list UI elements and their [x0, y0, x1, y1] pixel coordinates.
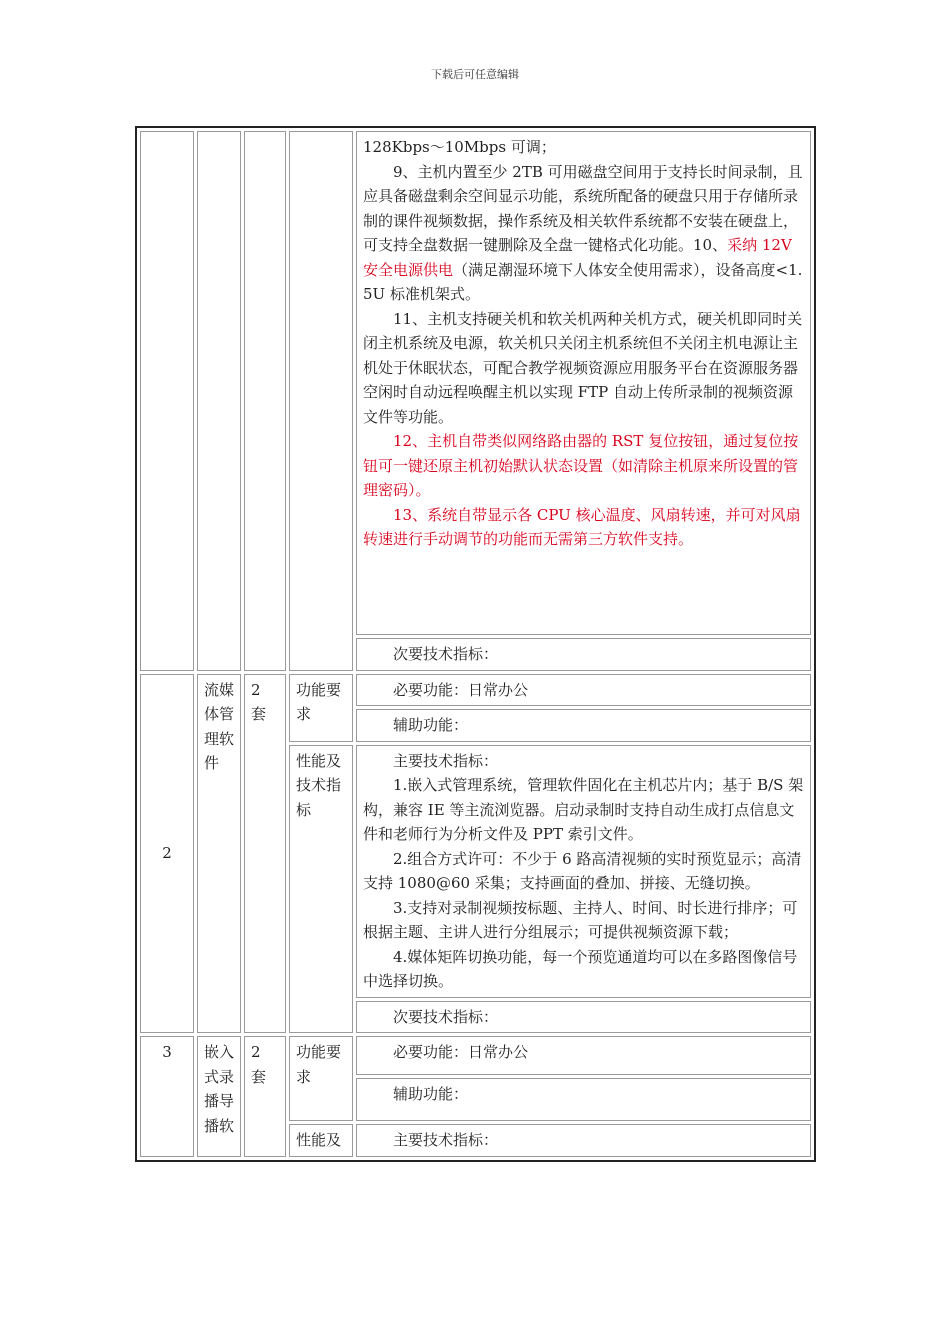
spec-paragraph-9: 9、主机内置至少 2TB 可用磁盘空间用于支持长时间录制，且应具备磁盘剩余空间显示功能，系统所配备的硬盘只用于存储所录制的课件视频数据，操作系统及相关软件系统都不安装在硬盘上，可支持全盘数据一键删除及全盘一键格式化功能。10、采纳 12V 安全电源供电（满足潮湿环境下人体安全使用需求），设备高度<1.5U 标准机架式。: [363, 162, 803, 303]
item-name-cell: 流媒体管理软件: [197, 674, 241, 1034]
function-requirement-label: 功能要求: [289, 1036, 353, 1121]
page-header: 下载后可任意编辑: [431, 68, 519, 81]
auxiliary-function-cell: 辅助功能：: [356, 709, 811, 742]
spec-paragraph-11: 11、主机支持硬关机和软关机两种关机方式，硬关机即同时关闭主机系统及电源，软关机只关闭主机系统但不关闭主机电源让主机处于休眠状态，可配合教学视频资源应用服务平台在资源服务器空闲时自动远程唤醒主机以实现 FTP 自动上传所录制的视频资源文件等功能。: [363, 309, 803, 426]
auxiliary-function-cell: 辅助功能：: [356, 1078, 811, 1121]
item-quantity-cell: 2 套: [244, 674, 286, 1034]
requirement-category-cell: [289, 131, 353, 671]
spec-item: 1.嵌入式管理系统，管理软件固化在主机芯片内；基于 B/S 架构，兼容 IE 等主流浏览器。启动录制时支持自动生成打点信息文件和老师行为分析文件及 PPT 索引文件。: [363, 776, 804, 843]
spec-item: 2.组合方式许可：不少于 6 路高清视频的实时预览显示；高清支持 1080@60 采集；支持画面的叠加、拼接、无缝切换。: [363, 849, 802, 892]
function-requirement-label: 功能要求: [289, 674, 353, 742]
item-number-cell: 2: [140, 674, 194, 1034]
spec-item: 3.支持对录制视频按标题、主持人、时间、时长进行排序；可根据主题、主讲人进行分组展示；可提供视频资源下载；: [363, 898, 798, 941]
main-spec-cell: 主要技术指标：: [356, 1124, 811, 1157]
spec-highlight: 采纳 12V 安全电源供电: [363, 236, 792, 279]
main-spec-cell: 主要技术指标： 1.嵌入式管理系统，管理软件固化在主机芯片内；基于 B/S 架构，兼容 IE 等主流浏览器。启动录制时支持自动生成打点信息文件和老师行为分析文件及 PPT 索引文件。 2.组合方式许可：不少于 6 路高清视频的实时预览显示；高清支持 1080@60 采集；支持画面的叠加、拼接、无缝切换。 3.支持对录制视频按标题、主持人、时间、时长进行排序；可根据主题、主讲人进行分组展示；可提供视频资源下载； 4.媒体矩阵切换功能，每一个预览通道均可以在多路图像信号中选择切换。: [356, 745, 811, 998]
main-spec-cell: [356, 131, 811, 635]
required-function-cell: 必要功能：日常办公: [356, 674, 811, 707]
spec-line: 128Kbps～10Mbps 可调；: [363, 138, 556, 156]
performance-label: 性能及: [289, 1124, 353, 1157]
secondary-spec-cell: 次要技术指标：: [356, 638, 811, 671]
required-function-cell: 必要功能：日常办公: [356, 1036, 811, 1075]
item-quantity-cell: [244, 131, 286, 671]
item-quantity-cell: 2 套: [244, 1036, 286, 1157]
table-row: [140, 674, 811, 707]
spec-paragraph-13: 13、系统自带显示各 CPU 核心温度、风扇转速，并可对风扇转速进行手动调节的功能而无需第三方软件支持。: [363, 505, 801, 548]
item-number-cell: 3: [140, 1036, 194, 1157]
spec-item: 4.媒体矩阵切换功能，每一个预览通道均可以在多路图像信号中选择切换。: [363, 947, 798, 990]
secondary-spec-cell: 次要技术指标：: [356, 1001, 811, 1034]
performance-label: 性能及技术指标: [289, 745, 353, 1034]
item-name-cell: [197, 131, 241, 671]
table-row: [140, 1036, 811, 1075]
table-row: [140, 131, 811, 635]
item-name-cell: 嵌入式录播导播软: [197, 1036, 241, 1157]
spec-paragraph-12: 12、主机自带类似网络路由器的 RST 复位按钮，通过复位按钮可一键还原主机初始默认状态设置（如清除主机原来所设置的管理密码）。: [363, 432, 799, 499]
item-number-cell: [140, 131, 194, 671]
spec-table: [135, 126, 816, 1162]
